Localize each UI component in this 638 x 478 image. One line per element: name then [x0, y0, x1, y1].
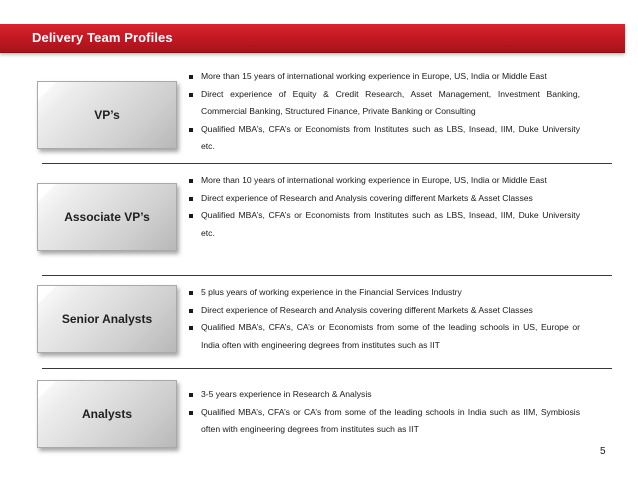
role-label: Analysts	[81, 407, 133, 421]
role-tile-vps	[37, 81, 177, 149]
bullet-item	[188, 207, 580, 242]
bullet-square-icon	[189, 393, 193, 397]
role-label: Associate VP’s	[64, 210, 150, 224]
bullet-square-icon	[189, 214, 193, 218]
bullet-square-icon	[189, 197, 193, 201]
bullet-item	[188, 68, 580, 86]
bullet-item	[188, 386, 580, 404]
bullet-text: Qualified MBA’s, CFA’s or CA’s from some of the leading schools in India such as IIM, Symbiosis often with engineering degrees from institutes such as IIT	[201, 406, 580, 434]
section-divider	[42, 163, 612, 164]
role-bullets-senior-analysts	[188, 284, 580, 354]
role-tile-analysts	[37, 380, 177, 448]
bullet-text: More than 15 years of international working experience in Europe, US, India or Middle East	[201, 71, 547, 81]
bullet-text: More than 10 years of international working experience in Europe, US, India or Middle East	[201, 175, 547, 185]
bullet-item	[188, 190, 580, 208]
bullet-text: Direct experience of Research and Analysis covering different Markets & Asset Classes	[201, 304, 533, 315]
bullet-square-icon	[189, 179, 193, 183]
bullet-item	[188, 319, 580, 354]
bullet-text: 5 plus years of working experience in the Financial Services Industry	[201, 287, 462, 297]
bullet-square-icon	[189, 309, 193, 313]
bullet-item	[188, 86, 580, 121]
role-bullets-analysts	[188, 386, 580, 439]
bullet-text: 3-5 years experience in Research & Analysis	[201, 389, 372, 399]
bullet-square-icon	[189, 326, 193, 330]
bullet-text: Qualified MBA’s, CFA’s or Economists from Institutes such as LBS, Insead, IIM, Duke University etc.	[201, 210, 580, 238]
section-divider	[42, 275, 612, 276]
role-bullets-vps	[188, 68, 580, 156]
role-label: Senior Analysts	[61, 312, 153, 326]
bullet-text: Direct experience of Equity & Credit Research, Asset Management, Investment Banking, Commercial Banking, Structured Finance, Private Banking or Consulting	[201, 88, 580, 116]
role-label: VP’s	[94, 108, 120, 122]
page-number: 5	[600, 446, 606, 457]
bullet-item	[188, 172, 580, 190]
role-bullets-associate-vps	[188, 172, 580, 242]
bullet-item	[188, 121, 580, 156]
bullet-text: Qualified MBA’s, CFA’s, CA’s or Economists from some of the leading schools in US, Europe or India often with engineering degrees from institutes such as IIT	[201, 322, 580, 350]
bullet-square-icon	[189, 411, 193, 415]
bullet-text: Qualified MBA’s, CFA’s or Economists from Institutes such as LBS, Insead, IIM, Duke University etc.	[201, 123, 580, 151]
role-tile-senior-analysts	[37, 285, 177, 353]
bullet-square-icon	[189, 128, 193, 132]
bullet-square-icon	[189, 291, 193, 295]
bullet-item	[188, 404, 580, 439]
page-title: Delivery Team Profiles	[32, 30, 173, 45]
role-tile-associate-vps	[37, 183, 177, 251]
bullet-item	[188, 284, 580, 302]
bullet-item	[188, 302, 580, 320]
section-divider	[42, 368, 612, 369]
bullet-square-icon	[189, 75, 193, 79]
header-bar	[0, 24, 625, 53]
bullet-text: Direct experience of Research and Analysis covering different Markets & Asset Classes	[201, 192, 533, 203]
bullet-square-icon	[189, 93, 193, 97]
